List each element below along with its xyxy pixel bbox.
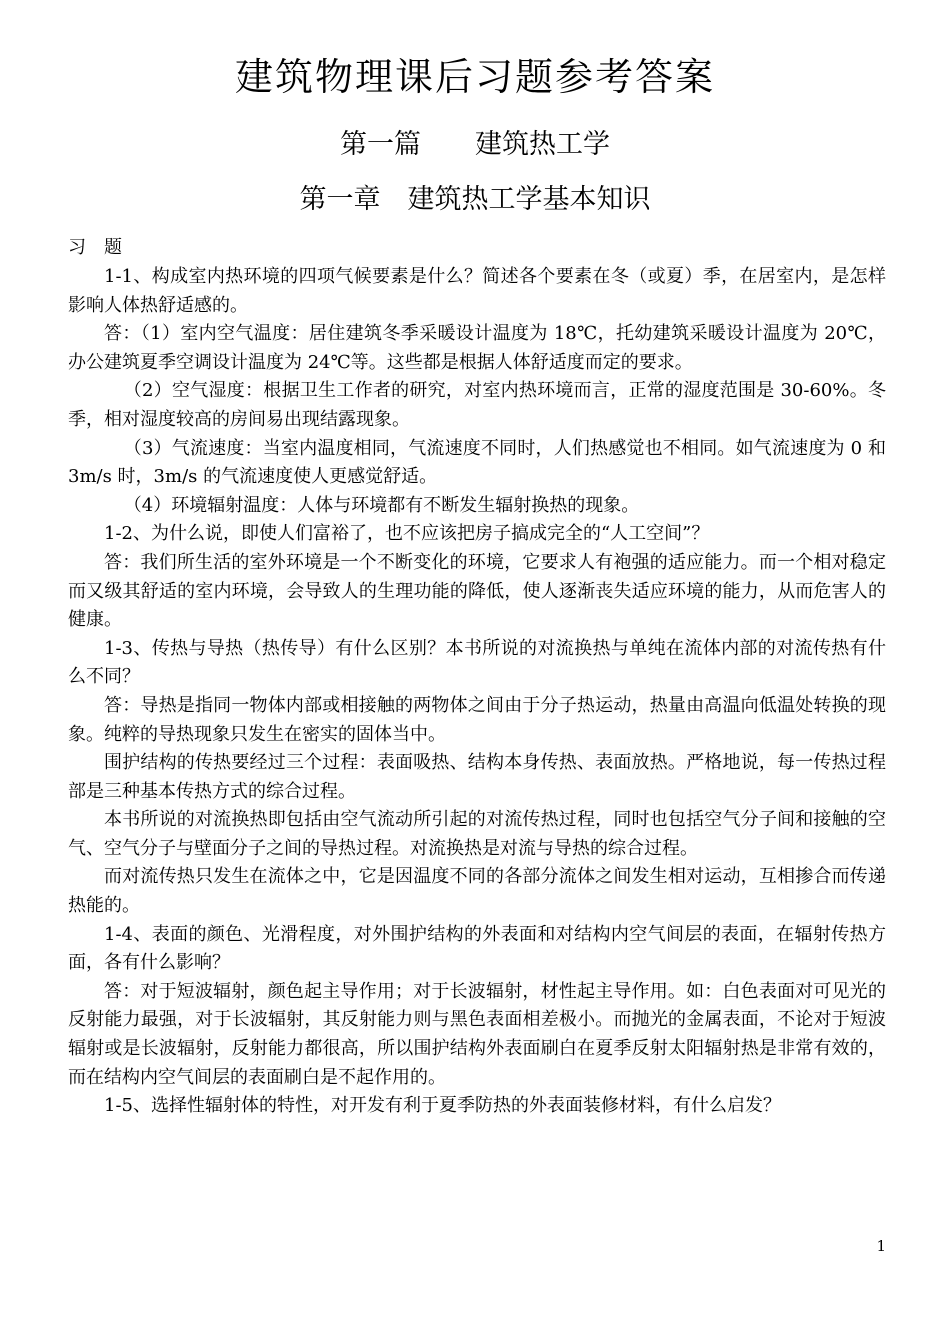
page-number: 1 xyxy=(876,1237,886,1255)
document-title: 建筑物理课后习题参考答案 xyxy=(234,55,715,99)
paragraph-question-1-4: 1-4、表面的颜色、光滑程度，对外围护结构的外表面和对结构内空气间层的表面，在辐射传热方面，各有什么影响？ xyxy=(68,923,886,974)
paragraph-answer-1-3-convection-exchange: 本书所说的对流换热即包括由空气流动所引起的对流传热过程，同时也包括空气分子间和接触的空气、空气分子与壁面分子之间的导热过程。对流换热是对流与导热的综合过程。 xyxy=(68,809,886,859)
paragraph-answer-1-3-conduction: 答：导热是指同一物体内部或相接触的两物体之间由于分子热运动，热量由高温向低温处转换的现象。纯粹的导热现象只发生在密实的固体当中。 xyxy=(68,694,886,745)
paragraph-answer-1-2: 答：我们所生活的室外环境是一个不断变化的环境，它要求人有袍强的适应能力。而一个相对稳定而又级其舒适的室内环境，会导致人的生理功能的降低，使人逐渐丧失适应环境的能力，从而危害人的健康。 xyxy=(68,551,886,631)
document-body xyxy=(68,263,886,1121)
section-label: 习 题 xyxy=(68,237,122,258)
paragraph-answer-1-1-airflow: （3）气流速度：当室内温度相同，气流速度不同时，人们热感觉也不相同。如气流速度为 0 和 3m/s 时，3m/s 的气流速度使人更感觉舒适。 xyxy=(68,437,886,488)
paragraph-question-1-1: 1-1、构成室内热环境的四项气候要素是什么？简述各个要素在冬（或夏）季，在居室内，是怎样影响人体热舒适感的。 xyxy=(68,266,886,316)
paragraph-answer-1-3-envelope: 围护结构的传热要经过三个过程：表面吸热、结构本身传热、表面放热。严格地说，每一传热过程部是三种基本传热方式的综合过程。 xyxy=(68,752,886,802)
paragraph-question-1-5: 1-5、选择性辐射体的特性，对开发有利于夏季防热的外表面装修材料，有什么启发？ xyxy=(104,1095,781,1117)
paragraph-answer-1-1-humidity: （2）空气湿度：根据卫生工作者的研究，对室内热环境而言，正常的湿度范围是 30-60%。冬季，相对湿度较高的房间易出现结露现象。 xyxy=(68,380,886,430)
paragraph-answer-1-3-convection-transfer: 而对流传热只发生在流体之中，它是因温度不同的各部分流体之间发生相对运动，互相掺合而传递热能的。 xyxy=(68,866,886,917)
paragraph-answer-1-1-radiation: （4）环境辐射温度：人体与环境都有不断发生辐射换热的现象。 xyxy=(123,494,640,516)
paragraph-question-1-3: 1-3、传热与导热（热传导）有什么区别？本书所说的对流换热与单纯在流体内部的对流传热有什么不同？ xyxy=(68,637,886,688)
paragraph-question-1-2: 1-2、为什么说，即使人们富裕了，也不应该把房子搞成完全的“人工空间”？ xyxy=(104,523,710,545)
chapter-heading: 第一章 建筑热工学基本知识 xyxy=(299,184,651,215)
part-heading: 第一篇 建筑热工学 xyxy=(340,129,610,160)
paragraph-answer-1-4: 答：对于短波辐射，颜色起主导作用；对于长波辐射，材性起主导作用。如：白色表面对可见光的反射能力最强，对于长波辐射，其反射能力则与黑色表面相差极小。而抛光的金属表面，不论对于短波辐射或是长波辐射，反射能力都很高，所以围护结构外表面刷白在夏季反射太阳辐射热是非常有效的，而在结构内空气间层的表面刷白是不起作用的。 xyxy=(68,980,886,1088)
paragraph-answer-1-1-temperature: 答：（1）室内空气温度：居住建筑冬季采暖设计温度为 18℃，托幼建筑采暖设计温度为 20℃，办公建筑夏季空调设计温度为 24℃等。这些都是根据人体舒适度而定的要求。 xyxy=(68,323,886,373)
